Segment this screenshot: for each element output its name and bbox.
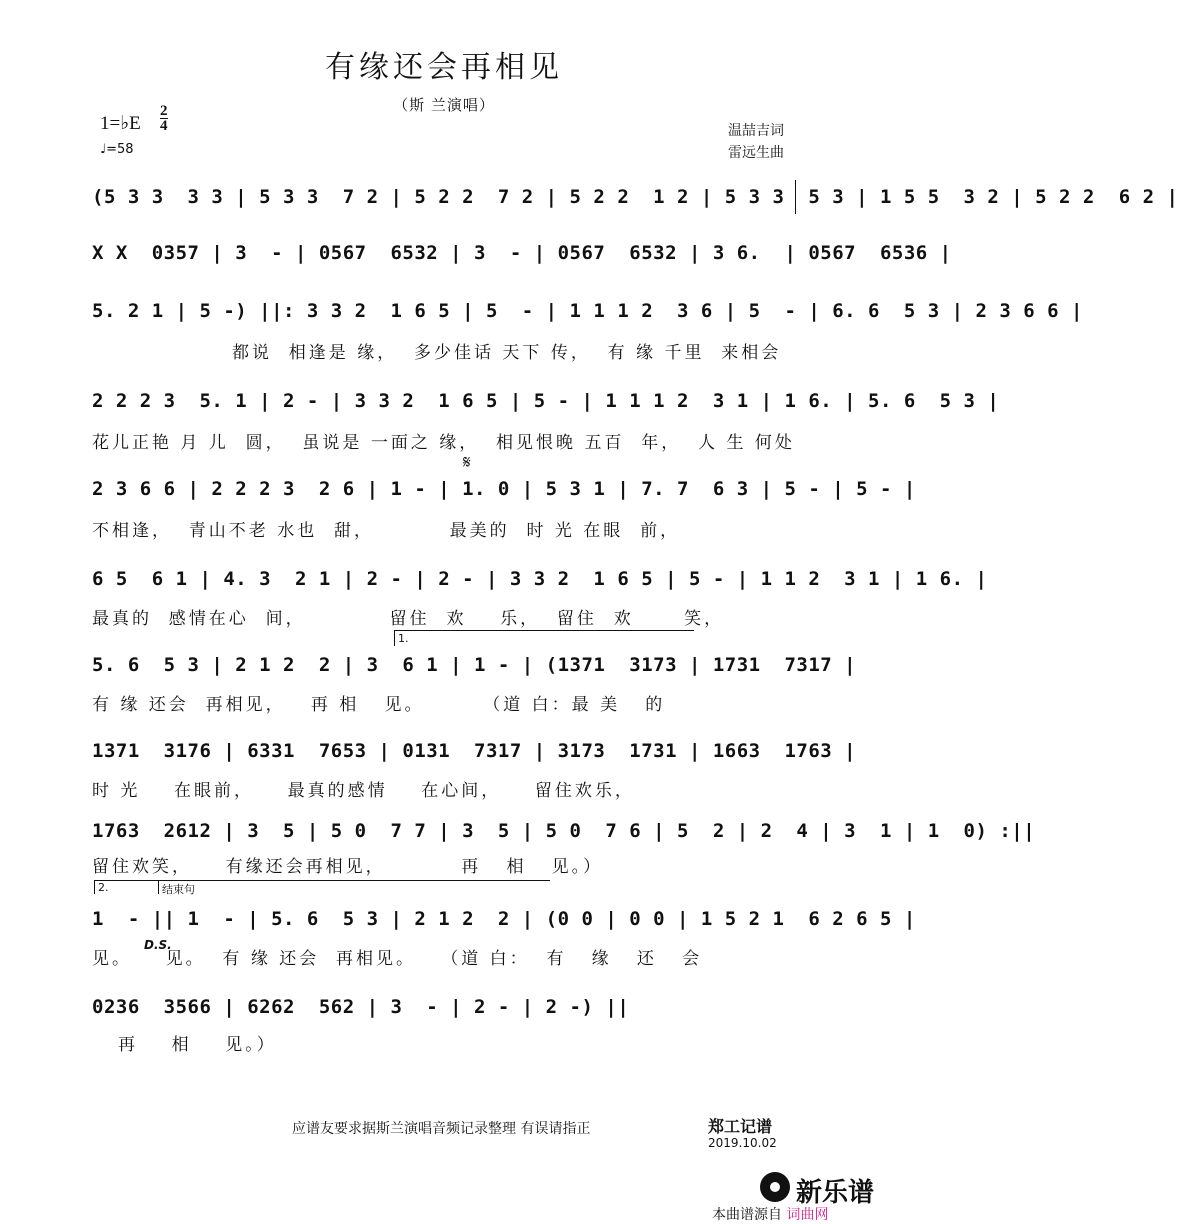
score-row-2: X X 0357 | 3 - | 0567 6532 | 3 - | 0567 6532 | 3 6. | 0567 6536 | (92, 242, 952, 264)
transcription-date: 2019.10.02 (708, 1136, 777, 1150)
source-credit (712, 1204, 828, 1224)
vinyl-logo-icon (760, 1172, 790, 1202)
lyric-row-11: 再 相 见。） (118, 1035, 277, 1055)
segno-icon: 𝄋 (463, 452, 471, 473)
key-signature: 1=♭E (100, 113, 141, 134)
score-row-9: 1763 2612 | 3 5 | 5 0 7 7 | 3 5 | 5 0 7 6 | 5 2 | 2 4 | 3 1 | 1 0) :|| (92, 820, 1036, 842)
lyric-row-5: 不相逢， 青山不老 水也 甜， 最美的 时 光 在眼 前， (92, 521, 681, 541)
second-ending-label: 2. (98, 881, 109, 894)
second-ending-bracket-side (94, 880, 95, 894)
song-title: 有缘还会再相见 (325, 50, 563, 85)
transcriber-credit: 郑工记谱 (708, 1117, 773, 1136)
performer-credit: （斯 兰演唱） (393, 96, 495, 114)
coda-bracket-side (158, 880, 159, 894)
source-prefix: 本曲谱源自 (712, 1207, 782, 1223)
score-row-1: (5 3 3 3 3 | 5 3 3 7 2 | 5 2 2 7 2 | 5 2 2 1 2 | 5 3 3 5 3 | 1 5 5 3 2 | 5 2 2 6 2 | (92, 186, 1178, 208)
score-row-3: 5. 2 1 | 5 -) ||: 3 3 2 1 6 5 | 5 - | 1 1 1 2 3 6 | 5 - | 6. 6 5 3 | 2 3 6 6 | (92, 300, 1083, 322)
ending-phrase-label: 结束句 (162, 883, 195, 896)
first-ending-bracket (394, 630, 694, 631)
lyric-row-10: 见。 见。 有 缘 还会 再相见。 （道 白： 有 缘 还 会 (92, 949, 703, 969)
lyric-row-4: 花儿正艳 月 儿 圆， 虽说是 一面之 缘， 相见恨晚 五百 年， 人 生 何处 (92, 433, 795, 453)
score-row-5: 2 3 6 6 | 2 2 2 3 2 6 | 1 - | 1. 0 | 5 3 1 | 7. 7 6 3 | 5 - | 5 - | (92, 478, 916, 500)
source-site-link[interactable]: 词曲网 (786, 1207, 829, 1223)
site-logo-text: 新乐谱 (796, 1178, 875, 1208)
score-row-7: 5. 6 5 3 | 2 1 2 2 | 3 6 1 | 1 - | (1371 3173 | 1731 7317 | (92, 654, 857, 676)
dal-segno-mark: D.S. (144, 938, 172, 952)
lyric-row-9: 留住欢笑， 有缘还会再相见， 再 相 见。） (92, 857, 604, 877)
score-row-11: 0236 3566 | 6262 562 | 3 - | 2 - | 2 -) || (92, 996, 630, 1018)
time-signature-top: 2 (160, 103, 168, 119)
time-signature-bottom: 4 (160, 118, 168, 134)
score-row-8: 1371 3176 | 6331 7653 | 0131 7317 | 3173 1731 | 1663 1763 | (92, 740, 857, 762)
score-row-10: 1 - || 1 - | 5. 6 5 3 | 2 1 2 2 | (0 0 | 0 0 | 1 5 2 1 6 2 6 5 | (92, 908, 916, 930)
transcription-note: 应谱友要求据斯兰演唱音频记录整理 有误请指正 (292, 1121, 591, 1137)
lyric-row-6: 最真的 感情在心 间， 留住 欢 乐， 留住 欢 笑， (92, 609, 725, 629)
score-row-6: 6 5 6 1 | 4. 3 2 1 | 2 - | 2 - | 3 3 2 1 6 5 | 5 - | 1 1 2 3 1 | 1 6. | (92, 568, 988, 590)
lyric-row-3: 都说 相逢是 缘， 多少佳话 天下 传， 有 缘 千里 来相会 (232, 343, 782, 363)
tempo-marking: ♩=58 (100, 142, 134, 157)
time-signature (160, 104, 168, 133)
lyric-row-8: 时 光 在眼前， 最真的感情 在心间， 留住欢乐， (92, 781, 635, 801)
score-row-4: 2 2 2 3 5. 1 | 2 - | 3 3 2 1 6 5 | 5 - | 1 1 1 2 3 1 | 1 6. | 5. 6 5 3 | (92, 390, 1000, 412)
first-ending-bracket-side (394, 630, 395, 646)
lyricist-credit: 温喆吉词 (728, 123, 784, 139)
composer-credit: 雷远生曲 (728, 145, 784, 161)
lyric-row-7: 有 缘 还会 再相见， 再 相 见。 （道 白：最 美 的 (92, 695, 666, 715)
first-ending-label: 1. (398, 632, 409, 645)
